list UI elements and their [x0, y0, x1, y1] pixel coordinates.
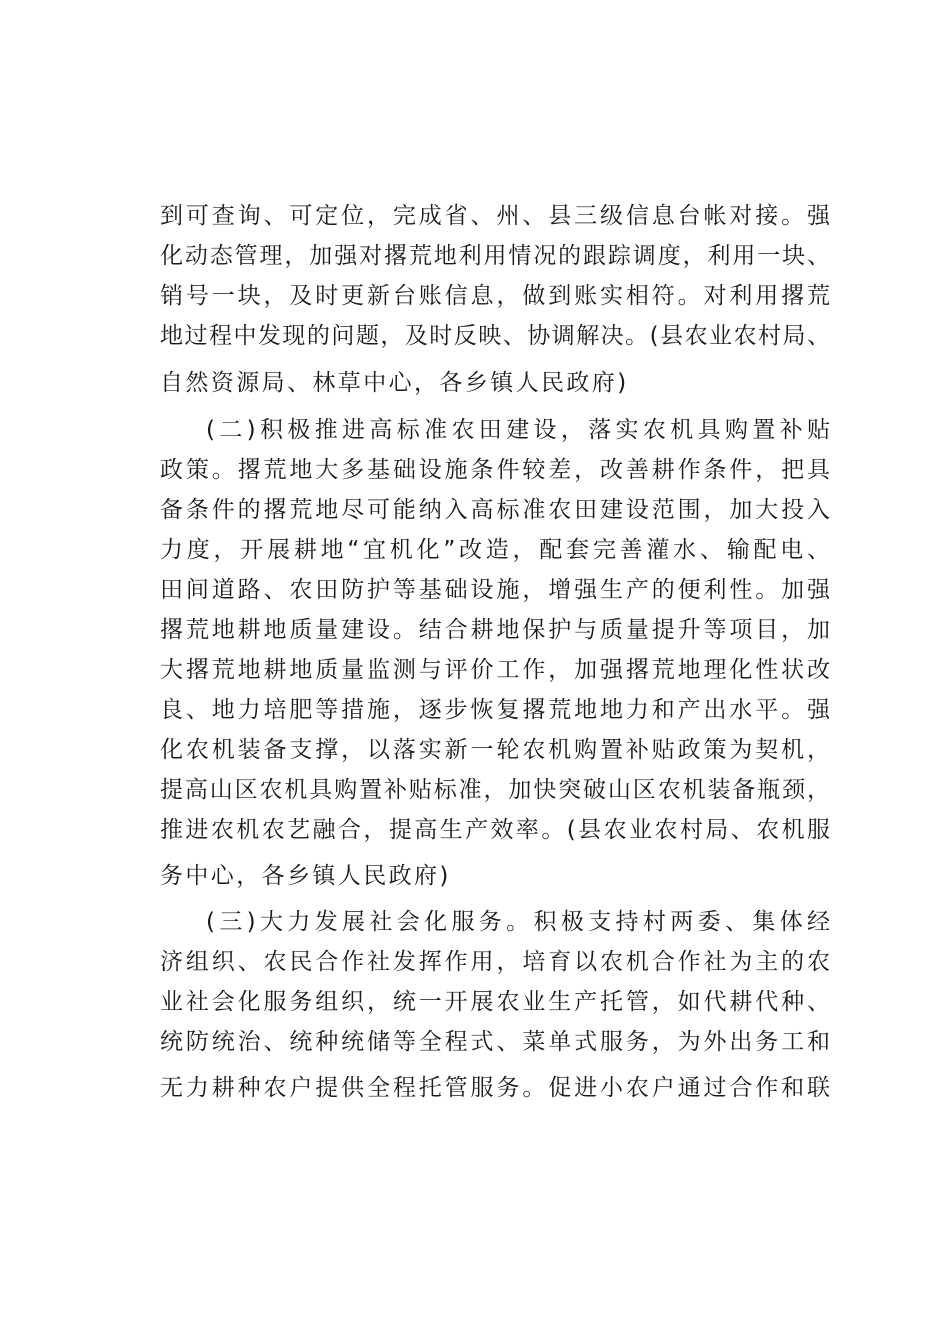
text-line: 无力耕种农户提供全程托管服务。促进小农户通过合作和联	[160, 1075, 830, 1101]
text-line: 地过程中发现的问题，及时反映、协调解决。(县农业农村局、	[160, 323, 830, 349]
text-line: 务中心，各乡镇人民政府)	[160, 863, 451, 889]
text-line: 备条件的撂荒地尽可能纳入高标准农田建设范围，加大投入	[160, 497, 830, 523]
text-line: 到可查询、可定位，完成省、州、县三级信息台帐对接。强	[160, 203, 830, 229]
text-line: 良、地力培肥等措施，逐步恢复撂荒地地力和产出水平。强	[160, 697, 830, 723]
paragraph-heading-line: (二)积极推进高标准农田建设，落实农机具购置补贴	[206, 417, 830, 443]
text-line: 推进农机农艺融合，提高生产效率。(县农业农村局、农机服	[160, 817, 830, 843]
text-line: 自然资源局、林草中心，各乡镇人民政府)	[160, 370, 629, 396]
text-line: 力度，开展耕地“宜机化”改造，配套完善灌水、输配电、	[160, 537, 830, 563]
text-line: 撂荒地耕地质量建设。结合耕地保护与质量提升等项目，加	[160, 617, 830, 643]
text-line: 田间道路、农田防护等基础设施，增强生产的便利性。加强	[160, 577, 830, 603]
text-line: 业社会化服务组织，统一开展农业生产托管，如代耕代种、	[160, 989, 830, 1015]
text-line: 化农机装备支撑，以落实新一轮农机购置补贴政策为契机，	[160, 737, 830, 763]
text-line: 统防统治、统种统储等全程式、菜单式服务，为外出务工和	[160, 1029, 830, 1055]
text-line: 大撂荒地耕地质量监测与评价工作，加强撂荒地理化性状改	[160, 657, 830, 683]
text-line: 销号一块，及时更新台账信息，做到账实相符。对利用撂荒	[160, 283, 830, 309]
paragraph-heading-line: (三)大力发展社会化服务。积极支持村两委、集体经	[206, 909, 830, 935]
text-line: 政策。撂荒地大多基础设施条件较差，改善耕作条件，把具	[160, 457, 830, 483]
text-line: 化动态管理，加强对撂荒地利用情况的跟踪调度，利用一块、	[160, 243, 830, 269]
text-line: 济组织、农民合作社发挥作用，培育以农机合作社为主的农	[160, 949, 830, 975]
text-line: 提高山区农机具购置补贴标准，加快突破山区农机装备瓶颈，	[160, 777, 830, 803]
